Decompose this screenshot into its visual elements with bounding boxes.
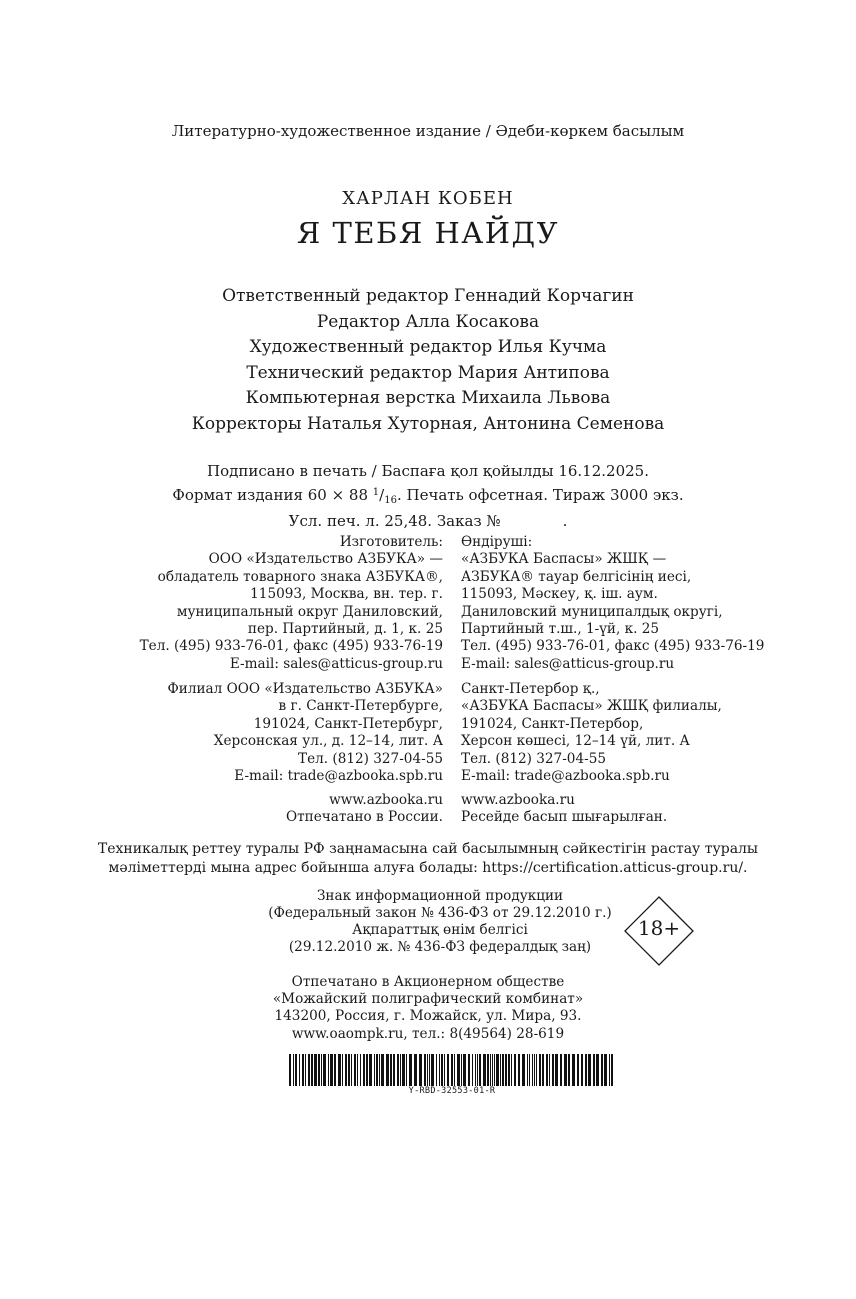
barcode-bar	[560, 1054, 562, 1086]
staff-line: Корректоры Наталья Хуторная, Антонина Семенова	[191, 413, 665, 434]
barcode-bar	[393, 1054, 395, 1086]
format-prefix: Формат издания 60 × 88	[172, 486, 368, 504]
barcode-bar	[390, 1054, 392, 1086]
age-rating: 18+	[637, 916, 681, 940]
manufacturer-ru-line: пер. Партийный, д. 1, к. 25	[247, 621, 443, 638]
certification-line: мәліметтерді мына адрес бойынша алуға болады: https://certification.atticus-group.ru/.	[108, 859, 748, 876]
format-numerator: 1	[372, 487, 380, 498]
barcode-bar	[611, 1054, 613, 1086]
barcode-bar	[429, 1054, 430, 1086]
branch-ru	[167, 681, 443, 785]
manufacturer-kz-line: 115093, Мәскеу, қ. іш. аум.	[461, 586, 658, 603]
book-title: Я ТЕБЯ НАЙДУ	[296, 216, 560, 250]
barcode-bar	[419, 1054, 422, 1086]
barcode-code: Y-RBD-32553-01-R	[408, 1086, 496, 1096]
barcode-bar	[454, 1054, 455, 1086]
barcode-bar	[457, 1054, 460, 1086]
format-denominator: 16	[384, 495, 397, 506]
staff-line: Художественный редактор Илья Кучма	[249, 337, 607, 357]
branch-kz-line: E-mail: trade@azbooka.spb.ru	[461, 768, 670, 785]
printer-line: «Можайский полиграфический комбинат»	[272, 991, 584, 1008]
manufacturer-ru-line: 115093, Москва, вн. тер. г.	[250, 586, 443, 603]
barcode-bar	[549, 1054, 550, 1086]
barcode-bar	[508, 1054, 510, 1086]
printed-in-russia-kz: Ресейде басып шығарылған.	[461, 809, 668, 826]
barcode-bar	[386, 1054, 389, 1086]
barcode-bar	[514, 1054, 516, 1086]
branch-ru-line: 191024, Санкт-Петербург,	[253, 715, 443, 732]
barcode-bar	[293, 1054, 294, 1086]
barcode-bar	[536, 1054, 537, 1086]
print-details	[0, 461, 856, 532]
manufacturer-ru-line: Изготовитель:	[339, 534, 443, 550]
barcode-bar	[323, 1054, 326, 1086]
barcode-bar	[414, 1054, 417, 1086]
barcode-bar	[321, 1054, 322, 1086]
barcode-bar	[351, 1054, 352, 1086]
barcode-bar	[539, 1054, 541, 1086]
barcode-bar	[490, 1054, 491, 1086]
web-kz	[461, 792, 667, 827]
barcode-bar	[500, 1054, 501, 1086]
branch-kz-line: Тел. (812) 327-04-55	[461, 750, 606, 767]
barcode-bar	[542, 1054, 544, 1086]
barcode-bar	[492, 1054, 493, 1086]
barcode-bar	[572, 1054, 575, 1086]
branch-kz-line: 191024, Санкт-Петербор,	[461, 715, 644, 732]
staff-line: Технический редактор Мария Антипова	[246, 362, 610, 383]
manufacturer-ru-line: обладатель товарного знака АЗБУКА®,	[157, 568, 443, 585]
barcode-bar	[534, 1054, 535, 1086]
manufacturer-kz	[461, 534, 764, 673]
barcode-bar	[305, 1054, 306, 1086]
barcode-bar	[444, 1054, 445, 1086]
branch-ru-line: в г. Санкт-Петербурге,	[278, 698, 443, 715]
website-link[interactable]: www.azbooka.ru	[461, 792, 575, 808]
barcode-bar	[494, 1054, 495, 1086]
info-mark-line: (29.12.2010 ж. № 436-ФЗ федералдық заң)	[288, 939, 592, 955]
barcode-bar	[314, 1054, 317, 1086]
barcode-bar	[342, 1054, 343, 1086]
barcode-bar	[585, 1054, 587, 1086]
barcode-bar	[379, 1054, 380, 1086]
barcode-bar	[402, 1054, 405, 1086]
barcode-bar	[483, 1054, 486, 1086]
barcode-bar	[555, 1054, 558, 1086]
barcode-bar	[439, 1054, 440, 1086]
barcode-bar	[424, 1054, 426, 1086]
order-line: Усл. печ. л. 25,48. Заказ № .	[288, 512, 568, 530]
info-mark-line: (Федеральный закон № 436-ФЗ от 29.12.2010 г.)	[268, 905, 612, 921]
staff-line: Редактор Алла Косакова	[316, 311, 540, 332]
barcode-bar	[366, 1054, 368, 1086]
barcode-bar	[601, 1054, 603, 1086]
barcode-bar	[568, 1054, 570, 1086]
barcode-bar	[345, 1054, 347, 1086]
barcode-bar	[604, 1054, 607, 1086]
barcode-bar	[461, 1054, 462, 1086]
certification-line: Техникалық реттеу туралы РФ заңнамасына сай басылымның сәйкестігін растау туралы	[97, 841, 759, 857]
printer-line: Отпечатано в Акционерном обществе	[291, 974, 565, 990]
manufacturer-kz-line: Өндіруші:	[461, 534, 533, 550]
barcode-bar	[348, 1054, 350, 1086]
barcode-bar	[360, 1054, 361, 1086]
branch-kz-line: «АЗБУКА Баспасы» ЖШҚ филиалы,	[461, 698, 722, 715]
barcode-bar	[451, 1054, 453, 1086]
website-link[interactable]: www.azbooka.ru	[329, 792, 443, 808]
barcode-bar	[505, 1054, 507, 1086]
barcode-bar	[529, 1054, 530, 1086]
info-product-mark	[260, 888, 620, 956]
manufacturer-ru-line: Тел. (495) 933-76-01, факс (495) 933-76-19	[139, 638, 443, 655]
printer-info	[0, 974, 856, 1043]
barcode-bar	[447, 1054, 449, 1086]
barcode-bar	[468, 1054, 470, 1086]
printer-line: www.oaompk.ru, тел.: 8(49564) 28-619	[291, 1025, 565, 1042]
barcode-bar	[354, 1054, 356, 1086]
barcode-bar	[609, 1054, 610, 1086]
barcode-bar	[289, 1054, 291, 1086]
genre-line: Литературно-художественное издание / Әдеби-көркем басылым	[171, 122, 685, 140]
barcode-bar	[357, 1054, 358, 1086]
barcode-bar	[400, 1054, 401, 1086]
printer-line: 143200, Россия, г. Можайск, ул. Мира, 93.	[274, 1008, 582, 1025]
barcode-bar	[295, 1054, 297, 1086]
manufacturer-kz-line: Тел. (495) 933-76-01, факс (495) 933-76-19	[461, 638, 765, 655]
barcode-bar	[522, 1054, 525, 1086]
staff-line: Компьютерная верстка Михаила Львова	[245, 388, 611, 408]
certification-note	[0, 840, 856, 877]
format-suffix: . Печать офсетная. Тираж 3000 экз.	[396, 486, 684, 504]
branch-kz-line: Санкт-Петербор қ.,	[461, 681, 600, 697]
barcode-bar	[427, 1054, 428, 1086]
branch-ru-line: Тел. (812) 327-04-55	[298, 750, 443, 767]
barcode-bar	[472, 1054, 473, 1086]
barcode-bar	[369, 1054, 372, 1086]
barcode-bar	[496, 1054, 499, 1086]
barcode-bar	[502, 1054, 504, 1086]
info-mark-line: Ақпараттық өнім белгісі	[352, 922, 528, 938]
manufacturer-ru-line: ООО «Издательство АЗБУКА» —	[208, 551, 443, 568]
barcode-bar	[397, 1054, 399, 1086]
barcode-bar	[318, 1054, 320, 1086]
barcode-bar	[477, 1054, 478, 1086]
format-line	[0, 482, 856, 511]
manufacturer-kz-line: Партийный т.ш., 1-үй, к. 25	[461, 621, 660, 638]
barcode-bar	[381, 1054, 384, 1086]
barcode-bar	[311, 1054, 313, 1086]
manufacturer-ru-line: муниципальный округ Даниловский,	[176, 603, 443, 620]
barcode-bar	[374, 1054, 375, 1086]
manufacturer-ru-line: E-mail: sales@atticus-group.ru	[229, 655, 443, 672]
barcode-bar	[532, 1054, 533, 1086]
manufacturer-kz-line: Даниловский муниципалдық округі,	[461, 603, 723, 620]
manufacturer-ru	[140, 534, 443, 673]
barcode-bar	[511, 1054, 512, 1086]
barcode-bar	[552, 1054, 554, 1086]
staff-line: Ответственный редактор Геннадий Корчагин	[222, 286, 634, 306]
barcode-bar	[577, 1054, 579, 1086]
barcode-bar	[441, 1054, 443, 1086]
barcode-bar	[518, 1054, 520, 1086]
barcode-bar	[363, 1054, 365, 1086]
barcode-bar	[436, 1054, 437, 1086]
barcode-bar	[596, 1054, 599, 1086]
format-slash: /	[379, 486, 385, 504]
barcode-bar	[330, 1054, 333, 1086]
barcode-bar	[302, 1054, 304, 1086]
manufacturer-kz-line: «АЗБУКА Баспасы» ЖШҚ —	[461, 551, 667, 568]
barcode-bar	[475, 1054, 476, 1086]
barcode-bar	[406, 1054, 407, 1086]
branch-ru-line: E-mail: trade@azbooka.spb.ru	[234, 768, 443, 785]
barcode-bar	[308, 1054, 310, 1086]
barcode-bar	[328, 1054, 329, 1086]
manufacturer-kz-line: E-mail: sales@atticus-group.ru	[461, 655, 675, 672]
barcode-bar	[431, 1054, 434, 1086]
branch-ru-line: Херсонская ул., д. 12–14, лит. А	[213, 733, 443, 750]
printed-in-russia: Отпечатано в России.	[285, 809, 443, 826]
branch-kz	[461, 681, 722, 785]
barcode-bar	[593, 1054, 595, 1086]
barcode-bar	[527, 1054, 528, 1086]
barcode-bar	[299, 1054, 300, 1086]
barcode-bar	[463, 1054, 466, 1086]
barcode-bar	[564, 1054, 567, 1086]
manufacturer-kz-line: АЗБУКА® тауар белгісінің иесі,	[461, 568, 692, 585]
branch-ru-line: Филиал ООО «Издательство АЗБУКА»	[167, 681, 443, 697]
signed-to-print: Подписано в печать / Баспаға қол қойылды 16.12.2025.	[207, 462, 649, 480]
barcode-bar	[409, 1054, 412, 1086]
info-mark-line: Знак информационной продукции	[316, 888, 564, 904]
barcode-bar	[376, 1054, 378, 1086]
branch-kz-line: Херсон көшесі, 12–14 үй, лит. А	[461, 733, 690, 750]
web-ru	[286, 792, 443, 827]
barcode-bar	[334, 1054, 336, 1086]
barcode-bar	[546, 1054, 548, 1086]
barcode-bar	[479, 1054, 481, 1086]
barcode-bar	[581, 1054, 583, 1086]
editorial-staff	[0, 284, 856, 437]
author-name: ХАРЛАН КОБЕН	[342, 188, 514, 209]
barcode-bar	[338, 1054, 341, 1086]
barcode-bar	[487, 1054, 489, 1086]
barcode-bar	[588, 1054, 591, 1086]
